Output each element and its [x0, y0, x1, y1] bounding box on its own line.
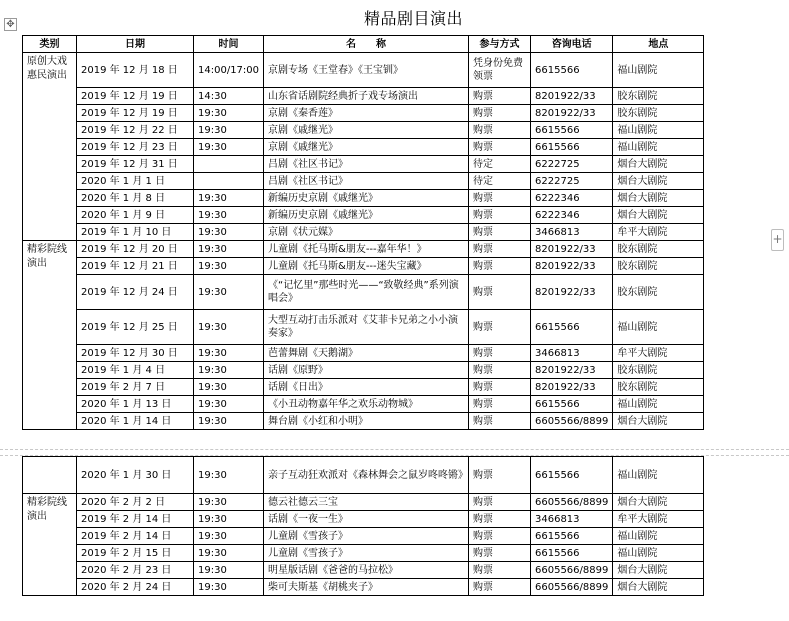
phone-cell: 8201922/33	[531, 275, 613, 310]
venue-cell: 胶东剧院	[613, 88, 704, 105]
phone-cell: 8201922/33	[531, 241, 613, 258]
date-cell: 2019 年 2 月 15 日	[77, 545, 194, 562]
time-cell: 19:30	[194, 207, 264, 224]
phone-cell: 8201922/33	[531, 105, 613, 122]
venue-cell: 胶东剧院	[613, 275, 704, 310]
performance-table-continued	[22, 456, 704, 596]
mode-cell: 购票	[469, 122, 531, 139]
venue-cell: 牟平大剧院	[613, 345, 704, 362]
venue-cell: 福山剧院	[613, 457, 704, 494]
time-cell: 19:30	[194, 345, 264, 362]
performance-table	[22, 35, 704, 430]
time-cell: 19:30	[194, 457, 264, 494]
table-row	[23, 139, 704, 156]
table-row	[23, 362, 704, 379]
venue-cell: 福山剧院	[613, 396, 704, 413]
time-cell: 19:30	[194, 139, 264, 156]
time-cell: 19:30	[194, 310, 264, 345]
mode-cell: 购票	[469, 413, 531, 430]
phone-cell: 3466813	[531, 224, 613, 241]
mode-cell: 购票	[469, 379, 531, 396]
table-row	[23, 396, 704, 413]
table-row	[23, 258, 704, 275]
name-cell: 新编历史京剧《戚继光》	[264, 207, 469, 224]
phone-cell: 6615566	[531, 310, 613, 345]
venue-cell: 胶东剧院	[613, 105, 704, 122]
header-name: 名 称	[264, 36, 469, 53]
time-cell: 19:30	[194, 494, 264, 511]
venue-cell: 胶东剧院	[613, 258, 704, 275]
venue-cell: 福山剧院	[613, 310, 704, 345]
mode-cell: 购票	[469, 190, 531, 207]
header-phone: 咨询电话	[531, 36, 613, 53]
name-cell: 吕剧《社区书记》	[264, 173, 469, 190]
table-row	[23, 207, 704, 224]
header-date: 日期	[77, 36, 194, 53]
time-cell: 19:30	[194, 545, 264, 562]
name-cell: 京剧专场《王堂春》《王宝钏》	[264, 53, 469, 88]
table-row	[23, 413, 704, 430]
mode-cell: 购票	[469, 396, 531, 413]
date-cell: 2020 年 1 月 1 日	[77, 173, 194, 190]
name-cell: 话剧《原野》	[264, 362, 469, 379]
date-cell: 2020 年 1 月 9 日	[77, 207, 194, 224]
phone-cell: 6605566/8899	[531, 494, 613, 511]
time-cell: 19:30	[194, 105, 264, 122]
date-cell: 2019 年 12 月 20 日	[77, 241, 194, 258]
name-cell: 儿童剧《雪孩子》	[264, 528, 469, 545]
time-cell: 19:30	[194, 258, 264, 275]
header-venue: 地点	[613, 36, 704, 53]
time-cell: 19:30	[194, 413, 264, 430]
venue-cell: 胶东剧院	[613, 241, 704, 258]
venue-cell: 胶东剧院	[613, 379, 704, 396]
table-row	[23, 53, 704, 88]
venue-cell: 烟台大剧院	[613, 207, 704, 224]
page-break	[0, 449, 789, 456]
name-cell: 京剧《戚继光》	[264, 139, 469, 156]
venue-cell: 福山剧院	[613, 528, 704, 545]
name-cell: 《“记忆里”那些时光——“致敬经典”系列演唱会》	[264, 275, 469, 310]
table-row	[23, 511, 704, 528]
phone-cell: 6222346	[531, 207, 613, 224]
date-cell: 2020 年 1 月 14 日	[77, 413, 194, 430]
time-cell	[194, 173, 264, 190]
mode-cell: 购票	[469, 310, 531, 345]
mode-cell: 购票	[469, 139, 531, 156]
time-cell: 14:00/17:00	[194, 53, 264, 88]
phone-cell: 8201922/33	[531, 362, 613, 379]
table-row	[23, 190, 704, 207]
category-cell	[23, 457, 77, 494]
mode-cell: 购票	[469, 224, 531, 241]
time-cell: 19:30	[194, 528, 264, 545]
mode-cell: 购票	[469, 88, 531, 105]
table-row	[23, 224, 704, 241]
table-row	[23, 310, 704, 345]
date-cell: 2020 年 1 月 13 日	[77, 396, 194, 413]
venue-cell: 烟台大剧院	[613, 156, 704, 173]
time-cell: 19:30	[194, 190, 264, 207]
time-cell: 19:30	[194, 579, 264, 596]
phone-cell: 6615566	[531, 457, 613, 494]
time-cell: 19:30	[194, 562, 264, 579]
phone-cell: 8201922/33	[531, 379, 613, 396]
phone-cell: 6222725	[531, 156, 613, 173]
mode-cell: 购票	[469, 362, 531, 379]
date-cell: 2019 年 12 月 19 日	[77, 88, 194, 105]
phone-cell: 8201922/33	[531, 258, 613, 275]
time-cell	[194, 156, 264, 173]
table-row	[23, 156, 704, 173]
phone-cell: 6605566/8899	[531, 579, 613, 596]
venue-cell: 烟台大剧院	[613, 190, 704, 207]
venue-cell: 福山剧院	[613, 122, 704, 139]
mode-cell: 购票	[469, 511, 531, 528]
name-cell: 山东省话剧院经典折子戏专场演出	[264, 88, 469, 105]
header-mode: 参与方式	[469, 36, 531, 53]
date-cell: 2020 年 2 月 2 日	[77, 494, 194, 511]
time-cell: 19:30	[194, 224, 264, 241]
name-cell: 柴可夫斯基《胡桃夹子》	[264, 579, 469, 596]
phone-cell: 8201922/33	[531, 88, 613, 105]
date-cell: 2019 年 12 月 18 日	[77, 53, 194, 88]
phone-cell: 6615566	[531, 139, 613, 156]
venue-cell: 牟平大剧院	[613, 224, 704, 241]
mode-cell: 购票	[469, 345, 531, 362]
phone-cell: 6222346	[531, 190, 613, 207]
date-cell: 2019 年 12 月 24 日	[77, 275, 194, 310]
phone-cell: 6615566	[531, 396, 613, 413]
date-cell: 2019 年 2 月 14 日	[77, 511, 194, 528]
date-cell: 2019 年 12 月 21 日	[77, 258, 194, 275]
name-cell: 京剧《秦香莲》	[264, 105, 469, 122]
table-row	[23, 275, 704, 310]
mode-cell: 购票	[469, 579, 531, 596]
table-row	[23, 528, 704, 545]
phone-cell: 6615566	[531, 53, 613, 88]
name-cell: 《小丑动物嘉年华之欢乐动物城》	[264, 396, 469, 413]
mode-cell: 购票	[469, 207, 531, 224]
phone-cell: 6605566/8899	[531, 562, 613, 579]
date-cell: 2019 年 1 月 10 日	[77, 224, 194, 241]
table-row	[23, 562, 704, 579]
time-cell: 19:30	[194, 379, 264, 396]
name-cell: 儿童剧《托马斯&朋友---迷失宝藏》	[264, 258, 469, 275]
name-cell: 儿童剧《雪孩子》	[264, 545, 469, 562]
table-row	[23, 122, 704, 139]
move-handle-icon[interactable]: ✥	[4, 18, 17, 31]
date-cell: 2020 年 1 月 8 日	[77, 190, 194, 207]
time-cell: 19:30	[194, 275, 264, 310]
mode-cell: 待定	[469, 173, 531, 190]
phone-cell: 3466813	[531, 511, 613, 528]
name-cell: 芭蕾舞剧《天鹅湖》	[264, 345, 469, 362]
mode-cell: 凭身份免费领票	[469, 53, 531, 88]
venue-cell: 烟台大剧院	[613, 173, 704, 190]
date-cell: 2019 年 12 月 19 日	[77, 105, 194, 122]
table-row	[23, 345, 704, 362]
table-header-row	[23, 36, 704, 53]
add-row-icon[interactable]: +	[771, 229, 784, 251]
mode-cell: 购票	[469, 258, 531, 275]
mode-cell: 购票	[469, 528, 531, 545]
category-cell: 精彩院线演出	[23, 494, 77, 596]
header-category: 类别	[23, 36, 77, 53]
table-row	[23, 173, 704, 190]
header-time: 时间	[194, 36, 264, 53]
time-cell: 19:30	[194, 362, 264, 379]
name-cell: 话剧《一夜一生》	[264, 511, 469, 528]
time-cell: 19:30	[194, 511, 264, 528]
venue-cell: 牟平大剧院	[613, 511, 704, 528]
mode-cell: 购票	[469, 457, 531, 494]
venue-cell: 烟台大剧院	[613, 562, 704, 579]
table-row	[23, 241, 704, 258]
name-cell: 京剧《状元媒》	[264, 224, 469, 241]
phone-cell: 3466813	[531, 345, 613, 362]
phone-cell: 6615566	[531, 528, 613, 545]
table-row	[23, 494, 704, 511]
time-cell: 14:30	[194, 88, 264, 105]
date-cell: 2019 年 12 月 30 日	[77, 345, 194, 362]
venue-cell: 烟台大剧院	[613, 413, 704, 430]
phone-cell: 6615566	[531, 122, 613, 139]
mode-cell: 购票	[469, 105, 531, 122]
time-cell: 19:30	[194, 122, 264, 139]
name-cell: 吕剧《社区书记》	[264, 156, 469, 173]
mode-cell: 购票	[469, 562, 531, 579]
mode-cell: 购票	[469, 545, 531, 562]
table-row	[23, 579, 704, 596]
table-row	[23, 105, 704, 122]
venue-cell: 烟台大剧院	[613, 579, 704, 596]
document-title: 精品剧目演出	[363, 9, 463, 28]
mode-cell: 购票	[469, 241, 531, 258]
name-cell: 新编历史京剧《戚继光》	[264, 190, 469, 207]
name-cell: 亲子互动狂欢派对《森林舞会之鼠岁咚咚锵》	[264, 457, 469, 494]
date-cell: 2019 年 12 月 31 日	[77, 156, 194, 173]
date-cell: 2020 年 1 月 30 日	[77, 457, 194, 494]
category-cell: 原创大戏惠民演出	[23, 53, 77, 241]
name-cell: 大型互动打击乐派对《艾菲卡兄弟之小小演奏家》	[264, 310, 469, 345]
date-cell: 2019 年 12 月 22 日	[77, 122, 194, 139]
name-cell: 舞台剧《小红和小明》	[264, 413, 469, 430]
table-row	[23, 379, 704, 396]
category-cell: 精彩院线演出	[23, 241, 77, 430]
venue-cell: 福山剧院	[613, 545, 704, 562]
phone-cell: 6222725	[531, 173, 613, 190]
name-cell: 话剧《日出》	[264, 379, 469, 396]
date-cell: 2019 年 2 月 14 日	[77, 528, 194, 545]
name-cell: 德云社德云三宝	[264, 494, 469, 511]
venue-cell: 福山剧院	[613, 139, 704, 156]
table-row	[23, 545, 704, 562]
name-cell: 明星版话剧《爸爸的马拉松》	[264, 562, 469, 579]
name-cell: 京剧《戚继光》	[264, 122, 469, 139]
venue-cell: 胶东剧院	[613, 362, 704, 379]
table-row	[23, 457, 704, 494]
phone-cell: 6615566	[531, 545, 613, 562]
mode-cell: 待定	[469, 156, 531, 173]
date-cell: 2019 年 12 月 25 日	[77, 310, 194, 345]
date-cell: 2019 年 12 月 23 日	[77, 139, 194, 156]
date-cell: 2019 年 1 月 4 日	[77, 362, 194, 379]
venue-cell: 福山剧院	[613, 53, 704, 88]
venue-cell: 烟台大剧院	[613, 494, 704, 511]
time-cell: 19:30	[194, 241, 264, 258]
name-cell: 儿童剧《托马斯&朋友---嘉年华！》	[264, 241, 469, 258]
phone-cell: 6605566/8899	[531, 413, 613, 430]
date-cell: 2019 年 2 月 7 日	[77, 379, 194, 396]
time-cell: 19:30	[194, 396, 264, 413]
mode-cell: 购票	[469, 275, 531, 310]
date-cell: 2020 年 2 月 23 日	[77, 562, 194, 579]
table-row	[23, 88, 704, 105]
mode-cell: 购票	[469, 494, 531, 511]
date-cell: 2020 年 2 月 24 日	[77, 579, 194, 596]
